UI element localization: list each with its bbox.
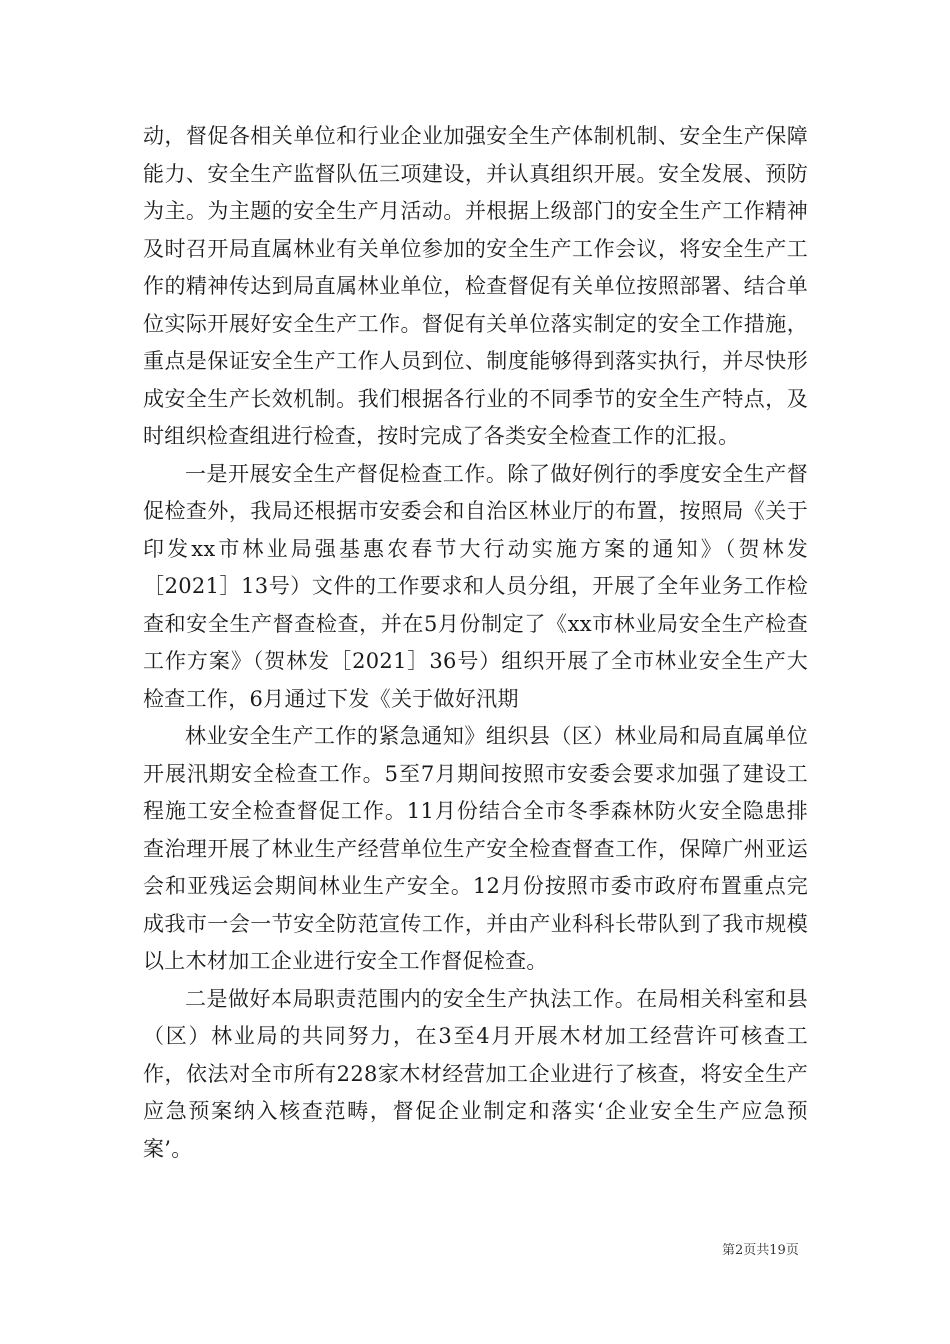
paragraph-2: 一是开展安全生产督促检查工作。除了做好例行的季度安全生产督促检查外，我局还根据市安委会和自治区林业厅的布置，按照局《关于印发xx市林业局强基惠农春节大行动实施方案的通知》（贺林发［2021］13号）文件的工作要求和人员分组，开展了全年业务工作检查和安全生产督查检查，并在5月份制定了《xx市林业局安全生产检查工作方案》（贺林发［2021］36号）组织开展了全市林业安全生产大检查工作，6月通过下发《关于做好汛期 (143, 461, 808, 711)
page-number: 第2页共19页 (722, 1243, 799, 1258)
paragraph-3: 林业安全生产工作的紧急通知》组织县（区）林业局和局直属单位开展汛期安全检查工作。5至7月期间按照市安委会要求加强了建设工程施工安全检查督促工作。11月份结合全市冬季森林防火安全隐患排查治理开展了林业生产经营单位生产安全检查督查工作，保障广州亚运会和亚残运会期间林业生产安全。12月份按照市委市政府布置重点完成我市一会一节安全防范宣传工作，并由产业科科长带队到了我市规模以上木材加工企业进行安全工作督促检查。 (143, 724, 808, 973)
paragraph-4: 二是做好本局职责范围内的安全生产执法工作。在局相关科室和县（区）林业局的共同努力，在3至4月开展木材加工经营许可核查工作，依法对全市所有228家木材经营加工企业进行了核查，将安全生产应急预案纳入核查范畴，督促企业制定和落实‘企业安全生产应急预案’。 (143, 986, 808, 1161)
paragraph-1: 动，督促各相关单位和行业企业加强安全生产体制机制、安全生产保障能力、安全生产监督队伍三项建设，并认真组织开展。安全发展、预防为主。为主题的安全生产月活动。并根据上级部门的安全生产工作精神及时召开局直属林业有关单位参加的安全生产工作会议，将安全生产工作的精神传达到局直属林业单位，检查督促有关单位按照部署、结合单位实际开展好安全生产工作。督促有关单位落实制定的安全工作措施，重点是保证安全生产工作人员到位、制度能够得到落实执行，并尽快形成安全生产长效机制。我们根据各行业的不同季节的安全生产特点，及时组织检查组进行检查，按时完成了各类安全检查工作的汇报。 (143, 124, 808, 448)
document-body (143, 118, 808, 1168)
